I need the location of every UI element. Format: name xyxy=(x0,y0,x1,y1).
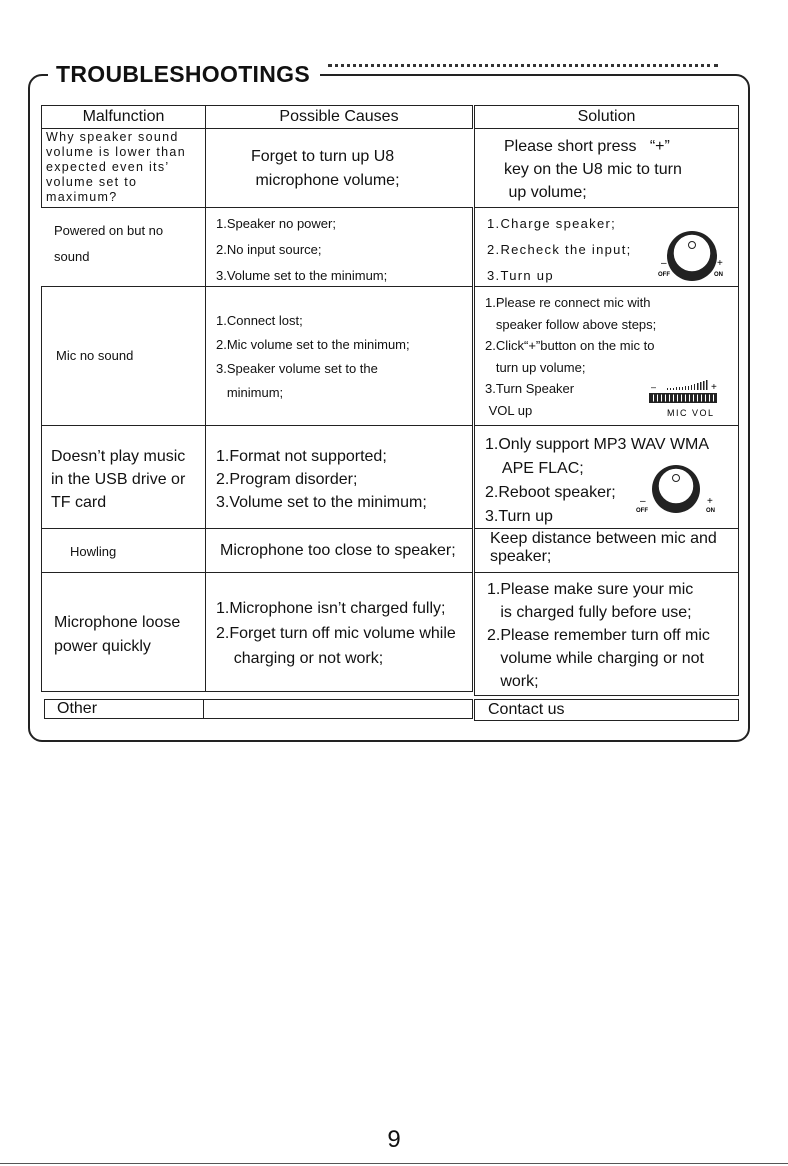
row3-causes: 1.Connect lost; 2.Mic volume set to the minimum; 3.Speaker volume set to the minimum; xyxy=(216,313,410,400)
row2-solution: 1.Charge speaker; 2.Recheck the input; 3.Turn up xyxy=(487,216,632,283)
row7-malfunction: Other xyxy=(57,700,98,717)
volume-knob-icon-2 xyxy=(630,462,722,520)
row2-causes-cell xyxy=(205,207,473,287)
row4-malfunction-cell xyxy=(41,425,206,529)
knob2-on-label: ON xyxy=(706,508,715,514)
knob2-minus: – xyxy=(640,496,646,507)
knob2-plus: + xyxy=(707,496,713,507)
row7-causes-cell xyxy=(203,699,473,719)
header-solution: Solution xyxy=(474,105,739,129)
mic-vol-minus: – xyxy=(651,382,657,392)
row3-solution: 1.Please re connect mic with speaker follow above steps; 2.Click“+”button on the mic to turn up volume; 3.Turn Speaker VOL up xyxy=(485,295,657,418)
row4-causes: 1.Format not supported; 2.Program disorder; 3.Volume set to the minimum; xyxy=(216,448,427,511)
bottom-rule xyxy=(0,1163,788,1164)
knob-off-label: OFF xyxy=(658,272,670,278)
header-malfunction: Malfunction xyxy=(41,105,206,129)
row3-malfunction-cell xyxy=(41,286,206,426)
knob-minus: – xyxy=(661,258,667,269)
row2-solution-cell xyxy=(474,207,739,287)
row3-malfunction: Mic no sound xyxy=(56,348,134,363)
row4-causes-cell xyxy=(205,425,473,529)
row2-causes: 1.Speaker no power; 2.No input source; 3.Volume set to the minimum; xyxy=(216,216,388,283)
row5-causes-cell xyxy=(205,528,473,573)
row7-malfunction-cell xyxy=(44,699,204,719)
row6-solution: 1.Please make sure your mic is charged fully before use; 2.Please remember turn off mic volume while charging or not work; xyxy=(487,581,710,690)
row6-malfunction: Microphone loose power quickly xyxy=(54,614,181,655)
row7-solution: Contact us xyxy=(488,701,565,718)
row2-malfunction-cell xyxy=(41,207,206,287)
row1-malfunction-cell xyxy=(41,128,206,208)
title-dotted-rule xyxy=(328,64,718,67)
title-wrap xyxy=(48,58,320,90)
mic-vol-label: MIC VOL xyxy=(667,408,715,418)
header-causes: Possible Causes xyxy=(205,105,473,129)
row3-causes-cell xyxy=(205,286,473,426)
row1-solution-cell xyxy=(474,128,739,208)
row6-causes: 1.Microphone isn’t charged fully; 2.Forget turn off mic volume while charging or not work; xyxy=(216,600,456,667)
row5-malfunction-cell xyxy=(41,528,206,573)
row6-solution-cell xyxy=(474,572,739,696)
page-number: 9 xyxy=(387,1126,401,1153)
row6-malfunction-cell xyxy=(41,572,206,692)
row4-solution-cell xyxy=(474,425,739,529)
row5-malfunction: Howling xyxy=(70,544,117,559)
page-title: TROUBLESHOOTINGS xyxy=(48,61,314,88)
row4-malfunction: Doesn’t play music in the USB drive or TF card xyxy=(51,448,186,511)
row5-solution-cell xyxy=(474,528,739,573)
row6-causes-cell xyxy=(205,572,473,692)
row5-causes: Microphone too close to speaker; xyxy=(220,542,456,559)
row1-solution: Please short press “+” key on the U8 mic to turn up volume; xyxy=(504,138,682,201)
mic-vol-plus: + xyxy=(711,382,717,393)
row5-solution: Keep distance between mic and speaker; xyxy=(490,530,717,565)
row2-malfunction: Powered on but no sound xyxy=(54,223,164,264)
knob-on-label: ON xyxy=(714,272,723,278)
row4-solution: 1.Only support MP3 WAV WMA APE FLAC; 2.Reboot speaker; 3.Turn up xyxy=(485,436,710,525)
row1-causes: Forget to turn up U8 microphone volume; xyxy=(251,148,400,189)
knob-plus: + xyxy=(717,258,723,269)
row1-causes-cell xyxy=(205,128,473,208)
row1-malfunction: Why speaker sound volume is lower than expected even its’ volume set to maximum? xyxy=(46,130,186,204)
volume-knob-icon xyxy=(655,228,729,284)
row7-solution-cell xyxy=(474,699,739,721)
row3-solution-cell xyxy=(474,286,739,426)
knob2-off-label: OFF xyxy=(636,508,648,514)
mic-vol-meter-icon xyxy=(647,379,721,419)
